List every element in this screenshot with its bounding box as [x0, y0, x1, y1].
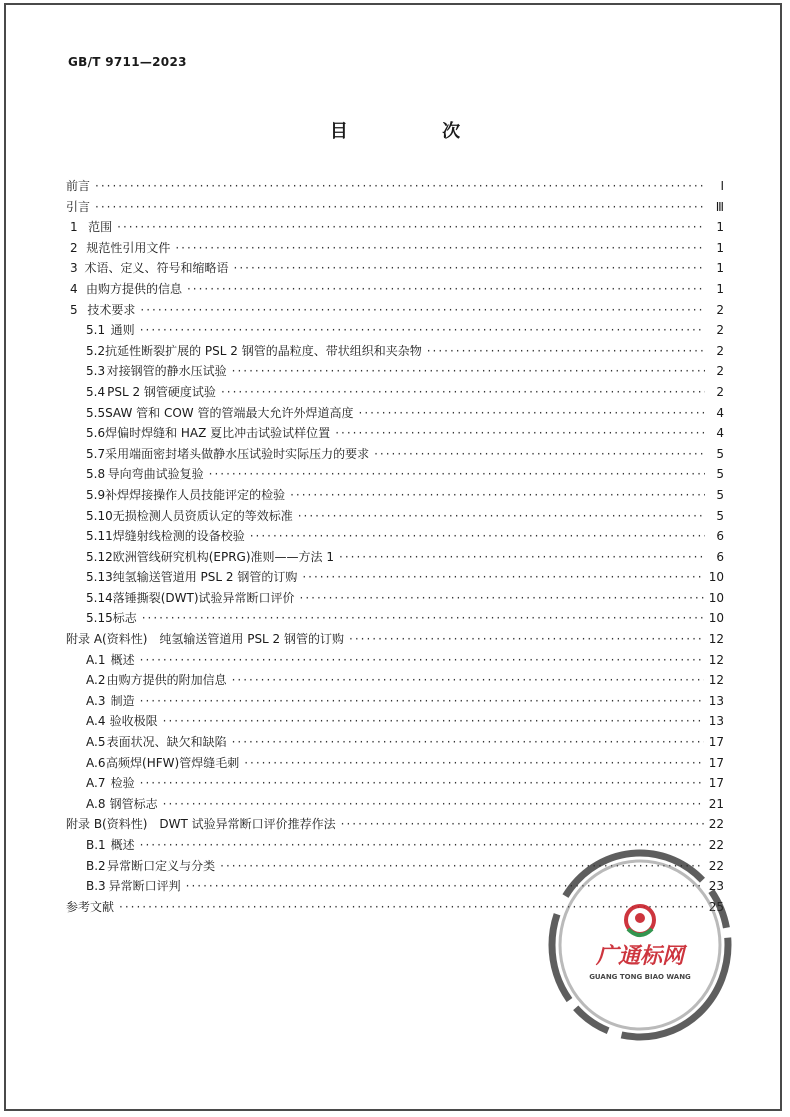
toc-entry-title: 由购方提供的附加信息: [106, 673, 227, 688]
toc-entry-page: 10: [708, 570, 724, 585]
toc-entry-page: 2: [716, 364, 724, 379]
dot-leader: [341, 817, 704, 831]
toc-entry-title: 补焊焊接操作人员技能评定的检验: [105, 487, 286, 502]
toc-entry[interactable]: [66, 507, 724, 528]
toc-entry-number: 3: [70, 261, 78, 276]
toc-entry-page: 13: [708, 693, 724, 708]
toc-entry-number: 2: [70, 240, 78, 255]
toc-entry-page: 22: [708, 838, 724, 852]
dot-leader: [234, 261, 705, 275]
toc-entry-page: 12: [708, 673, 724, 688]
toc-entry[interactable]: [66, 301, 724, 322]
dot-leader: [298, 509, 705, 523]
toc-entry[interactable]: [66, 198, 724, 219]
toc-entry-page: 4: [716, 426, 724, 441]
toc-entry-title: 导向弯曲试验复验: [107, 467, 204, 482]
toc-entry-number: A.7: [86, 776, 106, 791]
toc-entry-page: 25: [708, 899, 724, 914]
toc-entry-number: 5.6: [86, 426, 106, 441]
dot-leader: [187, 282, 705, 296]
toc-entry-number: B.2: [86, 858, 106, 873]
dot-leader: [232, 735, 704, 749]
toc-entry-title: 制造: [110, 693, 135, 708]
toc-entry-page: 2: [716, 302, 724, 317]
dot-leader: [142, 611, 704, 625]
toc-entry-page: 1: [716, 240, 724, 255]
toc-entry-number: 5.4: [86, 384, 106, 399]
toc-entry-number: A.2: [86, 673, 106, 688]
toc-entry-number: A.1: [86, 652, 106, 667]
toc-entry-page: 6: [716, 529, 724, 544]
toc-entry-number: B.1: [86, 838, 106, 852]
toc-entry-title: 异常断口定义与分类: [107, 858, 216, 873]
toc-entry-title: 附录 A(资料性) 纯氢输送管道用 PSL 2 钢管的订购: [66, 632, 345, 647]
toc-entry[interactable]: [66, 342, 724, 363]
toc-entry-page: 12: [708, 652, 724, 667]
toc-entry-title: 通则: [110, 323, 135, 338]
dot-leader: [163, 797, 704, 811]
toc-entry-number: 5.12: [86, 549, 113, 564]
toc-entry-page: 17: [708, 776, 724, 791]
toc-entry-number: A.6: [86, 755, 106, 770]
toc-entry[interactable]: [66, 424, 724, 445]
toc-entry-title: 由购方提供的信息: [85, 281, 182, 296]
toc-entry[interactable]: [66, 177, 724, 198]
dot-leader: [140, 694, 704, 708]
toc-entry[interactable]: [66, 465, 724, 486]
toc-entry-title: 检验: [110, 776, 135, 791]
toc-entry-page: 1: [716, 281, 724, 296]
dot-leader: [290, 488, 705, 502]
dot-leader: [374, 447, 705, 461]
watermark-name-cn: 广通标网: [595, 943, 685, 969]
table-of-contents: [66, 177, 724, 918]
toc-entry[interactable]: [66, 404, 724, 425]
toc-entry-number: 5.1: [86, 323, 106, 338]
dot-leader: [232, 673, 704, 687]
dot-leader: [140, 653, 704, 667]
toc-entry[interactable]: [66, 486, 724, 507]
dot-leader: [335, 426, 705, 440]
toc-entry-number: 5.15: [86, 611, 113, 626]
dot-leader: [95, 179, 705, 193]
toc-entry-page: Ⅰ: [720, 179, 724, 193]
toc-entry-page: 1: [716, 261, 724, 276]
toc-entry-title: 欧洲管线研究机构(EPRG)准则——方法 1: [112, 549, 334, 564]
toc-entry-page: 22: [708, 858, 724, 873]
toc-entry[interactable]: [66, 609, 724, 630]
dot-leader: [349, 632, 704, 646]
toc-entry-page: 12: [708, 632, 724, 647]
toc-entry-number: A.4: [86, 714, 106, 729]
logo-icon: [626, 906, 654, 935]
toc-entry-page: 2: [716, 343, 724, 358]
toc-entry[interactable]: [66, 527, 724, 548]
toc-entry-title: 纯氢输送管道用 PSL 2 钢管的订购: [112, 570, 298, 585]
toc-entry-page: 5: [716, 508, 724, 523]
toc-entry-page: 10: [708, 590, 724, 605]
toc-entry-number: 1: [70, 220, 78, 235]
toc-entry-number: 5.9: [86, 487, 106, 502]
toc-entry-number: 5.8: [86, 467, 106, 482]
toc-entry-title: 对接钢管的静水压试验: [106, 364, 227, 379]
toc-entry-page: 6: [716, 549, 724, 564]
toc-entry-title: 表面状况、缺欠和缺陷: [106, 735, 227, 750]
toc-entry[interactable]: [66, 589, 724, 610]
toc-entry-title: 采用端面密封堵头做静水压试验时实际压力的要求: [105, 446, 370, 461]
toc-entry-title: 附录 B(资料性) DWT 试验异常断口评价推荐作法: [66, 817, 336, 832]
toc-entry-title: 焊缝射线检测的设备校验: [112, 529, 245, 544]
toc-entry[interactable]: [66, 383, 724, 404]
toc-entry[interactable]: [66, 568, 724, 589]
toc-entry-title: 抗延性断裂扩展的 PSL 2 钢管的晶粒度、带状组织和夹杂物: [105, 343, 422, 358]
toc-entry[interactable]: [66, 671, 724, 692]
toc-entry[interactable]: [66, 548, 724, 569]
toc-entry-page: 4: [716, 405, 724, 420]
toc-entry-page: 17: [708, 755, 724, 770]
toc-entry-page: 17: [708, 735, 724, 750]
dot-leader: [300, 591, 704, 605]
toc-entry-number: 5.10: [86, 508, 113, 523]
dot-leader: [117, 220, 705, 234]
toc-entry-page: 1: [716, 220, 724, 235]
toc-entry-number: 5.14: [86, 590, 113, 605]
dot-leader: [232, 364, 705, 378]
toc-entry[interactable]: [66, 321, 724, 342]
toc-entry-title: 前言: [66, 179, 91, 193]
toc-entry-number: 5.3: [86, 364, 106, 379]
toc-entry-title: 引言: [66, 199, 91, 214]
toc-entry[interactable]: [66, 239, 724, 260]
dot-leader: [209, 467, 705, 481]
toc-entry-number: 5.13: [86, 570, 113, 585]
watermark-seal: [545, 845, 745, 1055]
toc-entry[interactable]: [66, 362, 724, 383]
toc-entry[interactable]: [66, 651, 724, 672]
toc-entry-title: 标志: [112, 611, 137, 626]
toc-entry-title: 高频焊(HFW)管焊缝毛刺: [106, 755, 240, 770]
toc-entry-title: SAW 管和 COW 管的管端最大允许外焊道高度: [105, 405, 354, 420]
toc-entry[interactable]: [66, 259, 724, 280]
toc-entry-title: 焊偏时焊缝和 HAZ 夏比冲击试验试样位置: [105, 426, 331, 441]
toc-entry-title: 验收极限: [109, 714, 158, 729]
dot-leader: [339, 550, 705, 564]
dot-leader: [140, 323, 705, 337]
toc-entry-number: 5.7: [86, 446, 106, 461]
dot-leader: [163, 714, 704, 728]
toc-entry-page: 5: [716, 467, 724, 482]
dot-leader: [221, 385, 705, 399]
toc-entry-title: 异常断口评判: [108, 879, 181, 894]
toc-entry-title: 落锤撕裂(DWT)试验异常断口评价: [112, 590, 295, 605]
toc-entry[interactable]: [66, 712, 724, 733]
dot-leader: [427, 344, 705, 358]
toc-entry-title: 参考文献: [66, 899, 115, 914]
toc-entry-page: 13: [708, 714, 724, 729]
toc-entry-page: Ⅲ: [715, 199, 724, 214]
dot-leader: [302, 570, 703, 584]
watermark-name-en: GUANG TONG BIAO WANG: [589, 973, 691, 981]
toc-entry-page: 10: [708, 611, 724, 626]
toc-entry-title: 范围: [88, 220, 113, 235]
toc-entry-page: 5: [716, 487, 724, 502]
toc-entry[interactable]: [66, 630, 724, 651]
toc-entry-number: 5.5: [86, 405, 106, 420]
dot-leader: [244, 756, 704, 770]
toc-entry-number: A.5: [86, 735, 106, 750]
toc-entry-title: 技术要求: [87, 302, 136, 317]
toc-entry-page: 23: [708, 879, 724, 894]
toc-entry[interactable]: [66, 445, 724, 466]
toc-entry-title: 规范性引用文件: [86, 240, 171, 255]
toc-entry-title: 无损检测人员资质认定的等效标准: [112, 508, 293, 523]
page-title: 目 次: [329, 121, 505, 142]
toc-entry-page: 21: [708, 796, 724, 811]
toc-entry-number: 5: [70, 302, 78, 317]
toc-entry[interactable]: [66, 733, 724, 754]
dot-leader: [95, 200, 705, 214]
toc-entry-title: PSL 2 钢管硬度试验: [107, 384, 216, 399]
toc-entry-number: A.8: [86, 796, 106, 811]
toc-entry-number: B.3: [86, 879, 106, 894]
dot-leader: [175, 241, 705, 255]
dot-leader: [359, 406, 706, 420]
toc-entry[interactable]: [66, 795, 724, 816]
toc-entry-title: 概述: [110, 652, 135, 667]
toc-entry-number: A.3: [86, 693, 106, 708]
toc-entry-page: 5: [716, 446, 724, 461]
toc-entry-title: 概述: [110, 838, 135, 852]
toc-entry-number: 5.11: [86, 529, 113, 544]
dot-leader: [140, 303, 705, 317]
toc-entry[interactable]: [66, 754, 724, 775]
toc-entry[interactable]: [66, 774, 724, 795]
toc-entry[interactable]: [66, 692, 724, 713]
toc-entry-page: 2: [716, 323, 724, 338]
toc-entry[interactable]: [66, 218, 724, 239]
dot-leader: [250, 529, 705, 543]
toc-entry[interactable]: [66, 815, 724, 836]
toc-entry[interactable]: [66, 280, 724, 301]
toc-entry-page: 2: [716, 384, 724, 399]
toc-entry-title: 术语、定义、符号和缩略语: [84, 261, 229, 276]
dot-leader: [140, 776, 704, 790]
toc-entry-number: 5.2: [86, 343, 106, 358]
toc-entry-page: 22: [708, 817, 724, 832]
toc-entry-number: 4: [70, 281, 78, 296]
standard-code: GB/T 9711—2023: [68, 55, 187, 69]
toc-entry-title: 钢管标志: [109, 796, 158, 811]
